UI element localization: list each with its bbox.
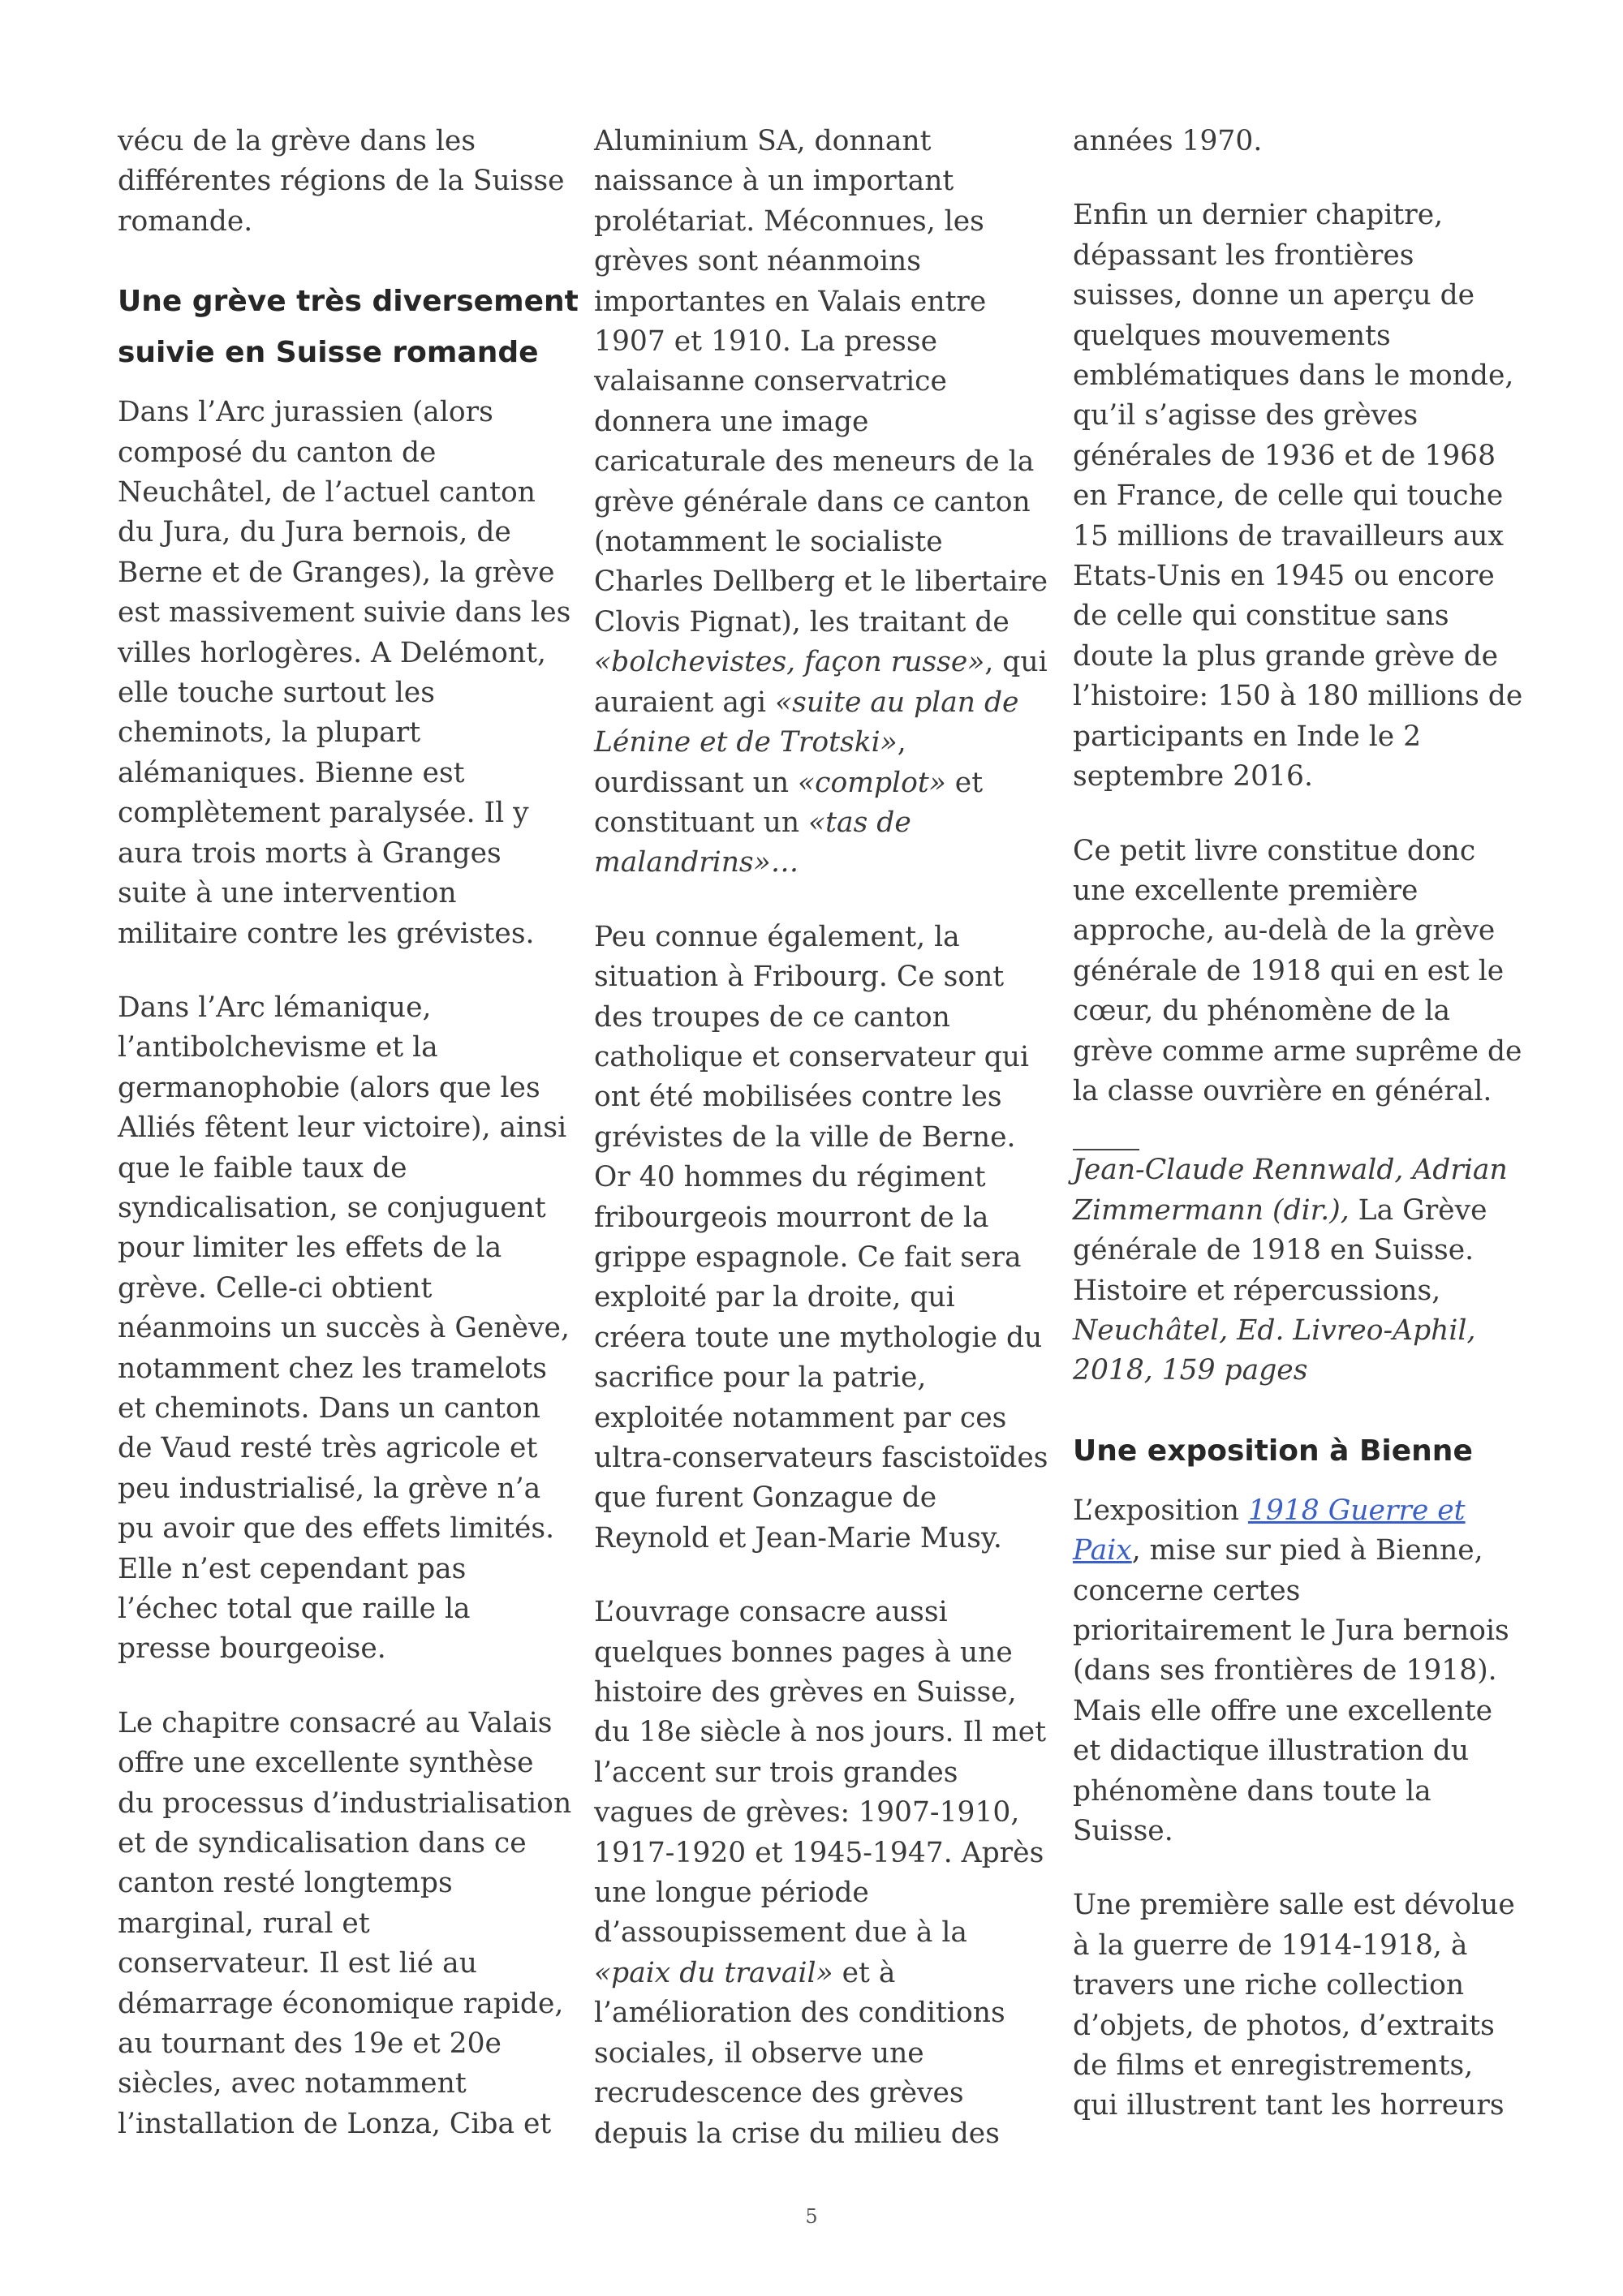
text-line: de Vaud resté très agricole et [118,1432,538,1465]
text-line: que furent Gonzague de [594,1481,937,1515]
text-line: exploité par la droite, qui [594,1281,955,1314]
text-line: quelques mouvements [1073,319,1391,352]
text-line: l’installation de Lonza, Ciba et [118,2107,552,2140]
text-line: offre une excellente synthèse [118,1747,534,1780]
text-line: Dans l’Arc jurassien (alors [118,396,493,429]
text-line: depuis la crise du milieu des [594,2117,1000,2150]
text-line: L’ouvrage consacre aussi [594,1596,948,1629]
page-number: 5 [805,2205,818,2228]
text-line: est massivement suivie dans les [118,596,571,630]
paragraph-valais-continued: Aluminium SA, donnant naissance à un important prolétariat. Méconnues, les grèves sont néanmoins importantes en Valais entre 1907 et 1910. La presse valaisanne conservatrice donnera une image caricaturale des meneurs de la grève générale dans ce canton (notamment le socialiste Charles Dellberg et le libertaire Clovis Pignat), les traitant de «bolchevistes, façon russe», qui auraient agi «suite au plan de Lénine et de Trotski», ourdissant un «complot» et constituant un «tas de malandrins»… [594,122,1048,884]
text-line: siècles, avec notamment [118,2067,467,2100]
text-line: l’amélioration des conditions [594,1997,1005,2030]
text-line: Le chapitre consacré au Valais [118,1706,553,1739]
text-line: recrudescence des grèves [594,2077,964,2110]
text-line: sacrifice pour la patrie, [594,1361,927,1395]
text-line: cheminots, la plupart [118,716,421,750]
text-line: suivie en Suisse romande [118,336,539,370]
text-line: à la guerre de 1914-1918, à [1073,1928,1468,1962]
text-line: (dans ses frontières de 1918). [1073,1654,1497,1688]
text-line: l’accent sur trois grandes [594,1756,958,1789]
exhibition-link[interactable]: 1918 Guerre et [1247,1494,1466,1527]
text-line: Berne et de Granges), la grève [118,556,555,589]
book-reference: Jean-Claude Rennwald, Adrian Zimmermann (dir.), La Grève générale de 1918 en Suisse. Histoire et répercussions, Neuchâtel, Ed. Livreo-Aphil, 2018, 159 pages [1073,1118,1527,1391]
text-line: une longue période [594,1877,869,1910]
text-line: une excellente première [1073,874,1419,907]
text-line: exploitée notamment par ces [594,1401,1007,1434]
text-line: doute la plus grande grève de [1073,639,1499,673]
text-line: ont été mobilisées contre les [594,1081,1002,1114]
text-line: et cheminots. Dans un canton [118,1391,540,1425]
text-line: cœur, du phénomène de la [1073,995,1451,1028]
text-line: vagues de grèves: 1907-1910, [594,1796,1020,1829]
text-line: grève comme arme suprême de [1073,1034,1522,1068]
text-line: 1917-1920 et 1945-1947. Après [594,1836,1044,1869]
text-line: Elle n’est cependant pas [118,1552,467,1585]
paragraph-dernier-chapitre [1073,196,1527,797]
text-line: dépassant les frontières [1073,239,1414,272]
text-line: quelques bonnes pages à une [594,1636,1013,1669]
text-line: Or 40 hommes du régiment [594,1161,986,1194]
text-line: Charles Dellberg et le libertaire [594,565,1048,599]
text-line: canton resté longtemps [118,1867,453,1900]
text-line: ultra-conservateurs fascistoïdes [594,1442,1048,1474]
text-line: grève. Celle-ci obtient [118,1271,433,1305]
text-line: grévistes de la ville de Berne. [594,1120,1016,1154]
text-line: notamment chez les tramelots [118,1352,547,1385]
text-line: peu industrialisé, la grève n’a [118,1472,541,1505]
text-line: germanophobie (alors que les [118,1071,540,1104]
text-line: 1907 et 1910. La presse [594,325,938,359]
text-line: d’assoupissement due à la [594,1916,967,1950]
paragraph-fribourg [594,918,1048,1559]
text-line: militaire contre les grévistes. [118,917,535,950]
text-line: de films et enregistrements, [1073,2049,1474,2083]
paragraph-annees-1970 [1073,122,1527,161]
text-line: générale de 1918 qui en est le [1073,954,1505,987]
text-line: Clovis Pignat), les traitant de [594,605,1010,638]
text-line: prioritairement le Jura bernois [1073,1615,1509,1647]
section-heading-greve-suisse-romande [118,276,579,378]
text-line: donnera une image [594,405,869,438]
text-line: participants en Inde le 2 [1073,720,1422,753]
text-line: Etats-Unis en 1945 ou encore [1073,560,1495,593]
reference-divider [1073,1118,1139,1150]
text-line: et didactique illustration du [1073,1735,1470,1768]
paragraph-arc-jurassien [118,393,572,954]
text-line: aura trois morts à Granges [118,836,502,870]
paragraph-exposition: L’exposition 1918 Guerre et Paix, mise sur pied à Bienne, concerne certes prioritairement le Jura bernois (dans ses frontières de 1918). Mais elle offre une excellente et didactique illustration du phénomène dans toute la Suisse. [1073,1491,1527,1852]
text-line: marginal, rural et [118,1907,370,1940]
text-line: Neuchâtel, de l’actuel canton [118,476,536,510]
text-line: grèves sont néanmoins [594,245,921,278]
text-line: Enfin un dernier chapitre, [1073,199,1444,232]
text-line: néanmoins un succès à Genève, [118,1312,570,1345]
text-line: grippe espagnole. Ce fait sera [594,1240,1022,1274]
text-line: Peu connue également, la [594,920,960,953]
text-line: situation à Fribourg. Ce sont [594,961,1005,994]
text-line: qu’il s’agisse des grèves [1073,399,1419,432]
text-line: composé du canton de [118,436,437,469]
text-line: et de syndicalisation dans ce [118,1827,527,1860]
text-line: concerne certes [1073,1574,1301,1607]
text-line: Aluminium SA, donnant [594,125,932,157]
text-line: importantes en Valais entre [594,285,987,318]
column-2 [594,122,1048,2154]
text-line: l’antibolchevisme et la [118,1031,438,1064]
text-line: du Jura, du Jura bernois, de [118,516,511,549]
paragraph-premiere-salle [1073,1885,1527,2126]
text-line: Dans l’Arc lémanique, [118,991,432,1024]
text-line: emblématiques dans le monde, [1073,359,1514,393]
text-line: presse bourgeoise. [118,1632,386,1666]
paragraph-arc-lemanique [118,988,572,1670]
text-line: suite à une intervention [118,877,457,910]
text-line: (notamment le socialiste [594,526,943,559]
text-line: d’objets, de photos, d’extraits [1073,2009,1495,2042]
text-line: caricaturale des meneurs de la [594,445,1035,479]
text-line: septembre 2016. [1073,760,1313,793]
text-line: approche, au-delà de la grève [1073,914,1496,948]
text-line: fribourgeois mourront de la [594,1201,989,1234]
text-line: prolétariat. Méconnues, les [594,204,984,238]
text-line: alémaniques. Bienne est [118,756,465,789]
text-line: romande. [118,204,253,238]
text-line: suisses, donne un aperçu de [1073,279,1475,312]
text-line: l’histoire: 150 à 180 millions de [1073,680,1523,713]
text-line: sociales, il observe une [594,2036,924,2070]
text-line: du 18e siècle à nos jours. Il met [594,1716,1047,1749]
text-line: conservateur. Il est lié au [118,1947,477,1980]
column-1 [118,122,579,2144]
text-line: Alliés fêtent leur victoire), ainsi [118,1111,567,1145]
text-line: complètement paralysée. Il y [118,797,529,830]
text-line: histoire des grèves en Suisse, [594,1676,1017,1709]
text-line: que le faible taux de [118,1151,407,1185]
text-line: du processus d’industrialisation [118,1786,572,1820]
text-line: villes horlogères. A Delémont, [118,636,546,669]
text-line: Reynold et Jean-Marie Musy. [594,1521,1002,1554]
text-line: Ce petit livre constitue donc [1073,834,1476,867]
text-line: catholique et conservateur qui [594,1040,1030,1073]
text-line: travers une riche collection [1073,1969,1465,2002]
text-line: Une grève très diversement [118,285,579,319]
text-line: de celle qui constitue sans [1073,600,1449,633]
text-line: au tournant des 19e et 20e [118,2027,502,2061]
exhibition-link-continued[interactable]: Paix [1073,1534,1132,1567]
column-3 [1073,122,1527,2126]
text-line: Suisse. [1073,1815,1173,1848]
text-line: la classe ouvrière en général. [1073,1074,1492,1107]
section-heading-exposition-bienne: Une exposition à Bienne [1073,1434,1473,1468]
text-line: créera toute une mythologie du [594,1321,1043,1354]
text-line: valaisanne conservatrice [594,365,947,398]
text-line: Mais elle offre une excellente [1073,1694,1493,1727]
text-line: années 1970. [1073,125,1263,157]
text-line: elle touche surtout les [118,677,435,710]
text-line: pour limiter les effets de la [118,1232,502,1265]
text-line: démarrage économique rapide, [118,1987,564,2020]
text-line: Une première salle est dévolue [1073,1889,1515,1922]
text-line: naissance à un important [594,165,954,198]
text-line: générales de 1936 et de 1968 [1073,439,1496,472]
paragraph-intro-end [118,122,572,242]
text-line: 15 millions de travailleurs aux [1073,519,1504,553]
paragraph-valais [118,1704,572,2144]
text-line: l’échec total que raille la [118,1593,471,1625]
text-line: syndicalisation, se conjuguent [118,1191,546,1224]
text-line: différentes régions de la Suisse [118,165,565,198]
text-line: des troupes de ce canton [594,1000,950,1034]
text-line: phénomène dans toute la [1073,1774,1431,1808]
paragraph-conclusion [1073,832,1527,1112]
text-line: en France, de celle qui touche [1073,479,1504,513]
text-line: qui illustrent tant les horreurs [1073,2089,1505,2122]
text-line: pu avoir que des effets limités. [118,1512,555,1546]
text-line: vécu de la grève dans les [118,125,476,157]
paragraph-histoire-greves: L’ouvrage consacre aussi quelques bonnes pages à une histoire des grèves en Suisse, du 18e siècle à nos jours. Il met l’accent sur trois grandes vagues de grèves: 1907-1910, 1917-1920 et 1945-1947. Après une longue période d’assoupissement due à la «paix du travail» et à l’amélioration des conditions sociales, il observe une recrudescence des grèves depuis la crise du milieu des [594,1593,1048,2154]
text-line: grève générale dans ce canton [594,485,1031,518]
